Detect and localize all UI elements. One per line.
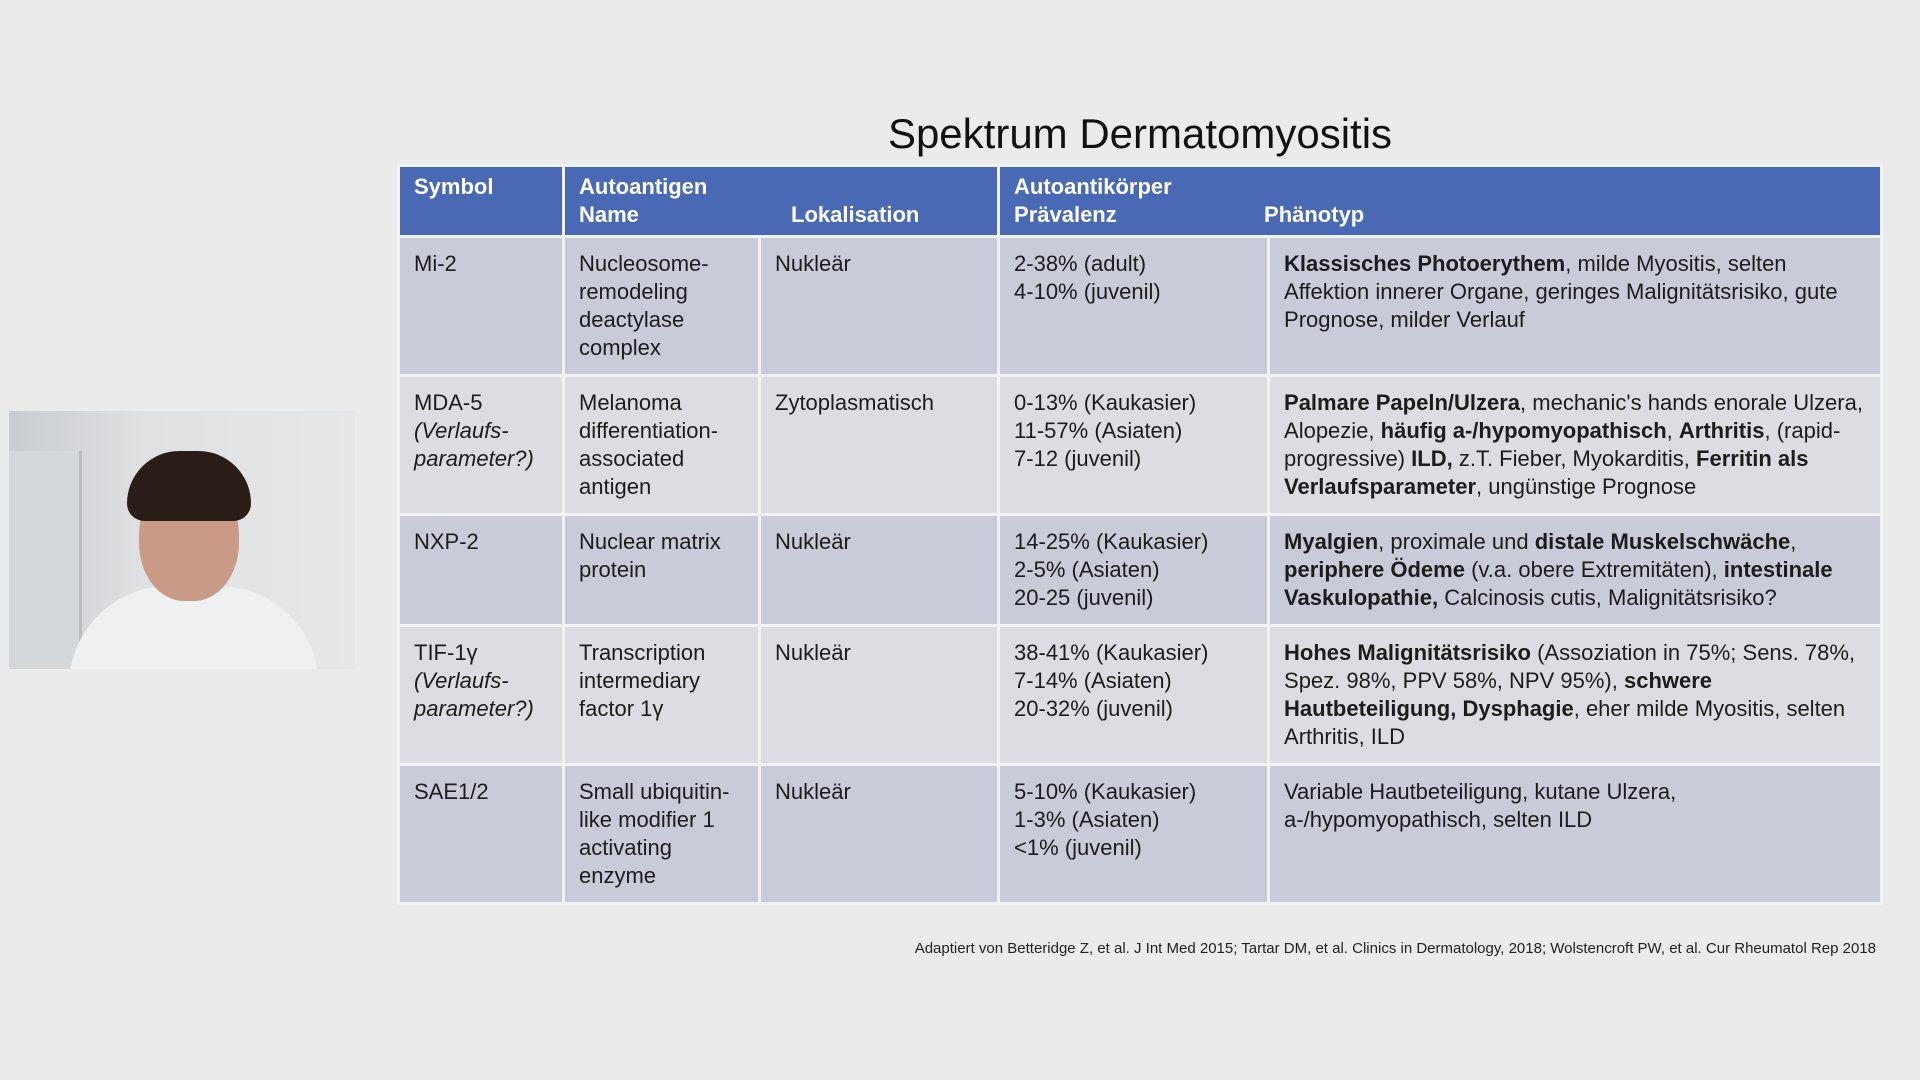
cell-symbol bbox=[399, 515, 564, 626]
phaenotyp-bold: ILD, bbox=[1411, 446, 1453, 471]
table-header-row bbox=[399, 166, 1882, 237]
header-name: Name bbox=[579, 202, 639, 227]
praevalenz-line: 38-41% (Kaukasier) bbox=[1014, 640, 1209, 665]
table-row bbox=[399, 376, 1882, 515]
antigen-name: Melanoma differentiation-associated antigen bbox=[579, 390, 719, 499]
praevalenz-line: 20-32% (juvenil) bbox=[1014, 696, 1173, 721]
header-symbol: Symbol bbox=[399, 166, 564, 237]
phaenotyp-text: , milde Myositis, selten Affektion innerer Organe, geringes Malignitätsrisiko, gute Prognose, milder Verlauf bbox=[1284, 251, 1838, 332]
phaenotyp-text: z.T. Fieber, Myokarditis, bbox=[1452, 446, 1697, 471]
cell-praevalenz bbox=[999, 237, 1269, 376]
header-praevalenz: Prävalenz bbox=[1014, 202, 1117, 227]
header-autoantikoerper bbox=[999, 166, 1882, 237]
lokalisation-text: Zytoplasmatisch bbox=[775, 390, 934, 415]
phaenotyp-bold: intestinale Vaskulopathie, bbox=[1284, 557, 1833, 610]
antigen-name: Nuclear matrix protein bbox=[579, 529, 721, 582]
phaenotyp-text: , proximale und bbox=[1378, 529, 1535, 554]
phaenotyp-bold: Myalgien bbox=[1284, 529, 1379, 554]
cell-praevalenz bbox=[999, 515, 1269, 626]
phaenotyp-bold: Arthritis bbox=[1678, 418, 1765, 443]
cell-phaenotyp bbox=[1269, 765, 1882, 904]
symbol-note: (Verlaufs-parameter?) bbox=[414, 668, 534, 721]
cell-name bbox=[564, 626, 760, 765]
praevalenz-line: 20-25 (juvenil) bbox=[1014, 585, 1154, 610]
symbol-note: (Verlaufs-parameter?) bbox=[414, 418, 534, 471]
phaenotyp-bold: distale Muskelschwäche bbox=[1534, 529, 1791, 554]
symbol-text: NXP-2 bbox=[414, 529, 479, 554]
antigen-name: Nucleosome-remodeling deactylase complex bbox=[579, 251, 709, 360]
header-phaenotyp: Phänotyp bbox=[1264, 202, 1365, 227]
door-background bbox=[9, 451, 82, 669]
cell-praevalenz bbox=[999, 765, 1269, 904]
cell-symbol bbox=[399, 237, 564, 376]
praevalenz-line: 7-12 (juvenil) bbox=[1014, 446, 1142, 471]
phaenotyp-bold: schwere Hautbeteiligung, Dysphagie bbox=[1284, 668, 1713, 721]
cell-lokalisation bbox=[760, 515, 999, 626]
praevalenz-line: <1% (juvenil) bbox=[1014, 835, 1142, 860]
cell-lokalisation bbox=[760, 626, 999, 765]
phaenotyp-text: , mechanic's hands enorale Ulzera, Alopezie, bbox=[1284, 390, 1863, 443]
praevalenz-line: 7-14% (Asiaten) bbox=[1014, 668, 1172, 693]
cell-symbol bbox=[399, 765, 564, 904]
phaenotyp-text: Calcinosis cutis, Malignitätsrisiko? bbox=[1438, 585, 1777, 610]
cell-symbol bbox=[399, 376, 564, 515]
dermatomyositis-table bbox=[397, 164, 1883, 905]
cell-praevalenz bbox=[999, 376, 1269, 515]
cell-name bbox=[564, 515, 760, 626]
cell-symbol bbox=[399, 626, 564, 765]
slide-title: Spektrum Dermatomyositis bbox=[887, 110, 1393, 157]
presenter-hair bbox=[127, 451, 251, 521]
cell-phaenotyp bbox=[1269, 237, 1882, 376]
cell-name bbox=[564, 237, 760, 376]
phaenotyp-text: , eher milde Myositis, selten Arthritis, ILD bbox=[1284, 696, 1846, 749]
phaenotyp-text: , (rapid-progressive) bbox=[1284, 418, 1841, 471]
praevalenz-line: 11-57% (Asiaten) bbox=[1014, 418, 1183, 443]
phaenotyp-bold: periphere Ödeme bbox=[1284, 557, 1465, 582]
phaenotyp-text: (Assoziation in 75%; Sens. 78%, Spez. 98%, PPV 58%, NPV 95%), bbox=[1284, 640, 1856, 693]
symbol-text: TIF-1γ bbox=[414, 640, 478, 665]
header-autoantigen-label: Autoantigen bbox=[579, 174, 708, 199]
header-autoantikoerper-label: Autoantikörper bbox=[1014, 174, 1172, 199]
cell-phaenotyp bbox=[1269, 515, 1882, 626]
cell-praevalenz bbox=[999, 626, 1269, 765]
symbol-text: MDA-5 bbox=[414, 390, 483, 415]
table-row bbox=[399, 626, 1882, 765]
phaenotyp-bold: häufig a-/hypomyopathisch bbox=[1380, 418, 1667, 443]
praevalenz-line: 4-10% (juvenil) bbox=[1014, 279, 1161, 304]
table-row bbox=[399, 765, 1882, 904]
cell-lokalisation bbox=[760, 765, 999, 904]
praevalenz-line: 0-13% (Kaukasier) bbox=[1014, 390, 1197, 415]
cell-phaenotyp bbox=[1269, 376, 1882, 515]
footnote: Adaptiert von Betteridge Z, et al. J Int Med 2015; Tartar DM, et al. Clinics in Dermatology, 2018; Wolstencroft PW, et al. Cur Rheumatol Rep 2018 bbox=[914, 940, 1876, 957]
lokalisation-text: Nukleär bbox=[775, 529, 851, 554]
phaenotyp-text: (v.a. obere Extremitäten), bbox=[1464, 557, 1724, 582]
phaenotyp-bold: Palmare Papeln/Ulzera bbox=[1284, 390, 1521, 415]
phaenotyp-text: , bbox=[1790, 529, 1797, 554]
phaenotyp-bold: Hohes Malignitätsrisiko bbox=[1284, 640, 1531, 665]
webcam-video bbox=[9, 411, 355, 669]
cell-lokalisation bbox=[760, 237, 999, 376]
praevalenz-line: 2-38% (adult) bbox=[1014, 251, 1147, 276]
header-autoantigen bbox=[564, 166, 999, 237]
praevalenz-line: 5-10% (Kaukasier) bbox=[1014, 779, 1197, 804]
antigen-name: Small ubiquitin-like modifier 1 activating enzyme bbox=[579, 779, 730, 888]
table-row bbox=[399, 515, 1882, 626]
cell-lokalisation bbox=[760, 376, 999, 515]
cell-name bbox=[564, 765, 760, 904]
lokalisation-text: Nukleär bbox=[775, 251, 851, 276]
phaenotyp-bold: Klassisches Photoerythem bbox=[1284, 251, 1566, 276]
praevalenz-line: 2-5% (Asiaten) bbox=[1014, 557, 1160, 582]
lokalisation-text: Nukleär bbox=[775, 640, 851, 665]
cell-name bbox=[564, 376, 760, 515]
header-lokalisation: Lokalisation bbox=[791, 202, 920, 227]
praevalenz-line: 1-3% (Asiaten) bbox=[1014, 807, 1160, 832]
phaenotyp-bold: Ferritin als Verlaufsparameter bbox=[1284, 446, 1809, 499]
lokalisation-text: Nukleär bbox=[775, 779, 851, 804]
phaenotyp-text: , ungünstige Prognose bbox=[1476, 474, 1697, 499]
symbol-text: Mi-2 bbox=[414, 251, 457, 276]
praevalenz-line: 14-25% (Kaukasier) bbox=[1014, 529, 1209, 554]
cell-phaenotyp bbox=[1269, 626, 1882, 765]
symbol-text: SAE1/2 bbox=[414, 779, 489, 804]
phaenotyp-text: , bbox=[1666, 418, 1679, 443]
phaenotyp-text: Variable Hautbeteiligung, kutane Ulzera, a-/hypomyopathisch, selten ILD bbox=[1284, 779, 1677, 832]
antigen-name: Transcription intermediary factor 1γ bbox=[579, 640, 706, 721]
table-row bbox=[399, 237, 1882, 376]
